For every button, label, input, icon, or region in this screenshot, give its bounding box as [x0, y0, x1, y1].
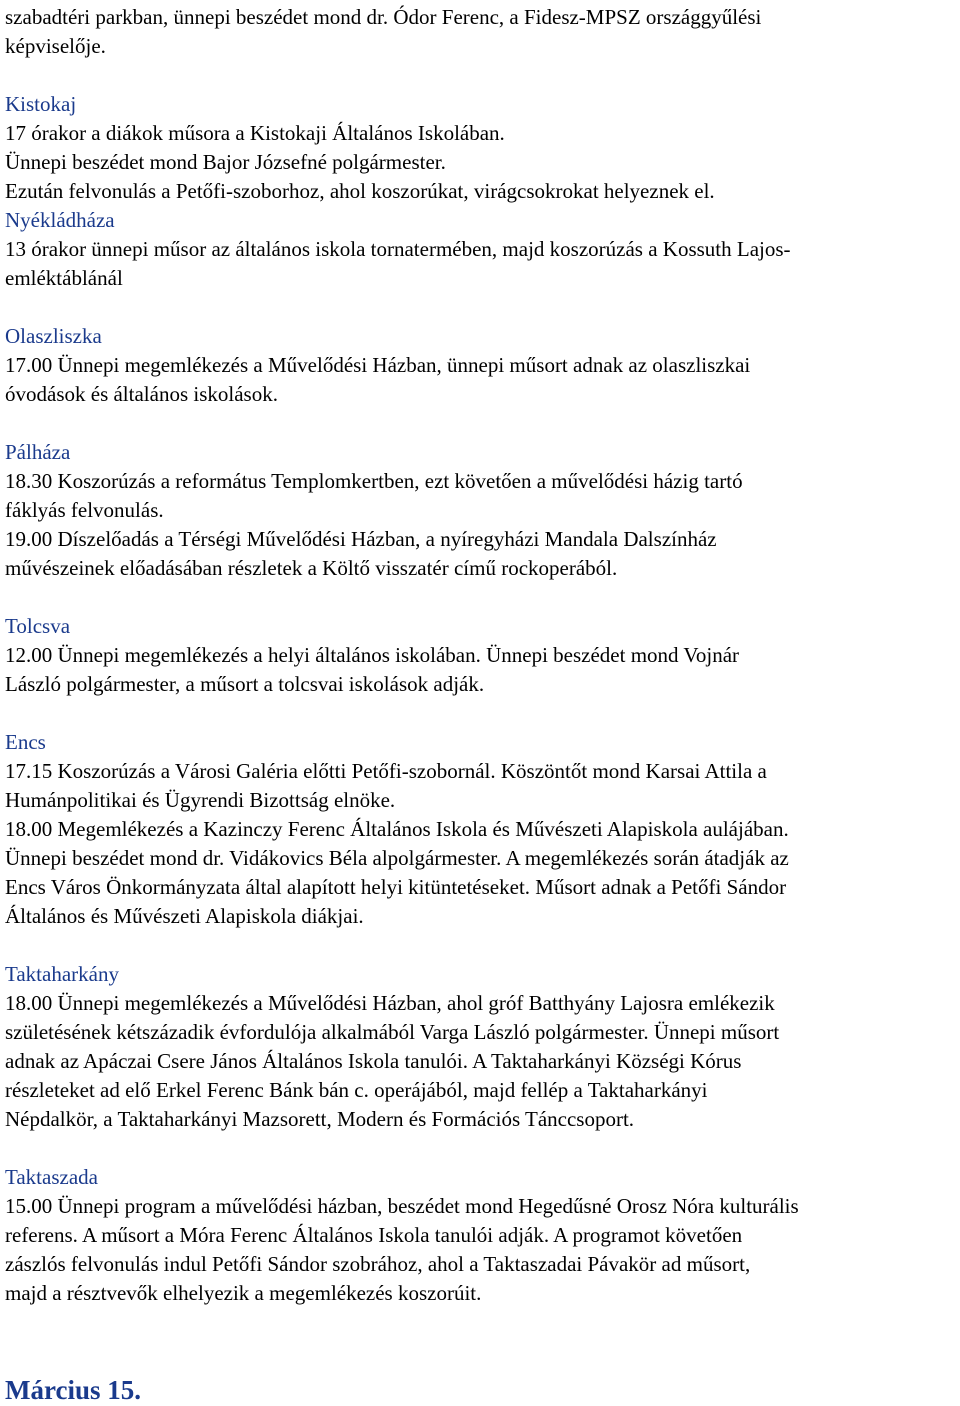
section-tolcsva — [5, 612, 960, 699]
date-heading: Március 15. — [5, 1375, 141, 1405]
section-nyekladhaza — [5, 206, 960, 293]
section-palhaza — [5, 438, 960, 583]
section-heading: Pálháza — [5, 440, 71, 464]
text-line: László polgármester, a műsort a tolcsvai iskolások adják. — [5, 672, 485, 696]
text-line: Általános és Művészeti Alapiskola diákjai. — [5, 904, 364, 928]
text-line: 17.00 Ünnepi megemlékezés a Művelődési Házban, ünnepi műsort adnak az olaszliszkai — [5, 353, 751, 377]
spacer — [5, 699, 960, 728]
section-olaszliszka — [5, 322, 960, 409]
spacer — [5, 583, 960, 612]
text-line: fáklyás felvonulás. — [5, 498, 164, 522]
section-kistokaj — [5, 90, 960, 206]
text-line: 18.00 Megemlékezés a Kazinczy Ferenc Általános Iskola és Művészeti Alapiskola aulájában. — [5, 817, 789, 841]
spacer — [5, 61, 960, 90]
spacer — [5, 409, 960, 438]
text-line: Népdalkör, a Taktaharkányi Mazsorett, Modern és Formációs Tánccsoport. — [5, 1107, 635, 1131]
text-line: emléktáblánál — [5, 266, 123, 290]
spacer — [5, 1134, 960, 1163]
text-line: Ünnepi beszédet mond Bajor Józsefné polgármester. — [5, 150, 446, 174]
text-line: Ezután felvonulás a Petőfi-szoborhoz, ahol koszorúkat, virágcsokrokat helyeznek el. — [5, 179, 715, 203]
text-line: szabadtéri parkban, ünnepi beszédet mond dr. Ódor Ferenc, a Fidesz-MPSZ országgyűlési — [5, 5, 762, 29]
text-line: 15.00 Ünnepi program a művelődési házban, beszédet mond Hegedűsné Orosz Nóra kulturális — [5, 1194, 799, 1218]
section-heading: Encs — [5, 730, 46, 754]
section-heading: Taktaharkány — [5, 962, 119, 986]
text-line: 17.15 Koszorúzás a Városi Galéria előtti Petőfi-szobornál. Köszöntőt mond Karsai Attila a — [5, 759, 767, 783]
text-line: 19.00 Díszelőadás a Térségi Művelődési Házban, a nyíregyházi Mandala Dalszínház — [5, 527, 717, 551]
text-line: születésének kétszázadik évfordulója alkalmából Varga László polgármester. Ünnepi műsort — [5, 1020, 780, 1044]
section-heading: Taktaszada — [5, 1165, 98, 1189]
document-body — [5, 3, 960, 1308]
text-line: referens. A műsort a Móra Ferenc Általános Iskola tanulói adják. A programot követően — [5, 1223, 743, 1247]
text-line: részleteket ad elő Erkel Ferenc Bánk bán c. operájából, majd fellép a Taktaharkányi — [5, 1078, 708, 1102]
text-line: Ünnepi beszédet mond dr. Vidákovics Béla alpolgármester. A megemlékezés során átadják az — [5, 846, 789, 870]
text-line: 18.30 Koszorúzás a református Templomkertben, ezt követően a művelődési házig tartó — [5, 469, 743, 493]
section-taktaszada — [5, 1163, 960, 1308]
spacer — [5, 293, 960, 322]
text-line: 12.00 Ünnepi megemlékezés a helyi általános iskolában. Ünnepi beszédet mond Vojnár — [5, 643, 740, 667]
text-line: Encs Város Önkormányzata által alapított helyi kitüntetéseket. Műsort adnak a Petőfi Sándor — [5, 875, 787, 899]
spacer — [5, 931, 960, 960]
text-line: 13 órakor ünnepi műsor az általános iskola tornatermében, majd koszorúzás a Kossuth Lajos- — [5, 237, 791, 261]
section-heading: Kistokaj — [5, 92, 77, 116]
section-heading: Nyékládháza — [5, 208, 115, 232]
text-line: zászlós felvonulás indul Petőfi Sándor szobrához, ahol a Taktaszadai Pávakör ad műsort, — [5, 1252, 751, 1276]
text-line: majd a résztvevők elhelyezik a megemlékezés koszorúit. — [5, 1281, 482, 1305]
section-taktaharkany — [5, 960, 960, 1134]
intro-paragraph — [5, 3, 960, 61]
section-heading: Tolcsva — [5, 614, 71, 638]
section-encs — [5, 728, 960, 931]
text-line: óvodások és általános iskolások. — [5, 382, 278, 406]
text-line: Humánpolitikai és Ügyrendi Bizottság elnöke. — [5, 788, 396, 812]
section-heading: Olaszliszka — [5, 324, 102, 348]
text-line: 18.00 Ünnepi megemlékezés a Művelődési Házban, ahol gróf Batthyány Lajosra emlékezik — [5, 991, 775, 1015]
text-line: adnak az Apáczai Csere János Általános Iskola tanulói. A Taktaharkányi Községi Kórus — [5, 1049, 742, 1073]
text-line: 17 órakor a diákok műsora a Kistokaji Általános Iskolában. — [5, 121, 505, 145]
text-line: képviselője. — [5, 34, 106, 58]
text-line: művészeinek előadásában részletek a Költő visszatér című rockoperából. — [5, 556, 618, 580]
